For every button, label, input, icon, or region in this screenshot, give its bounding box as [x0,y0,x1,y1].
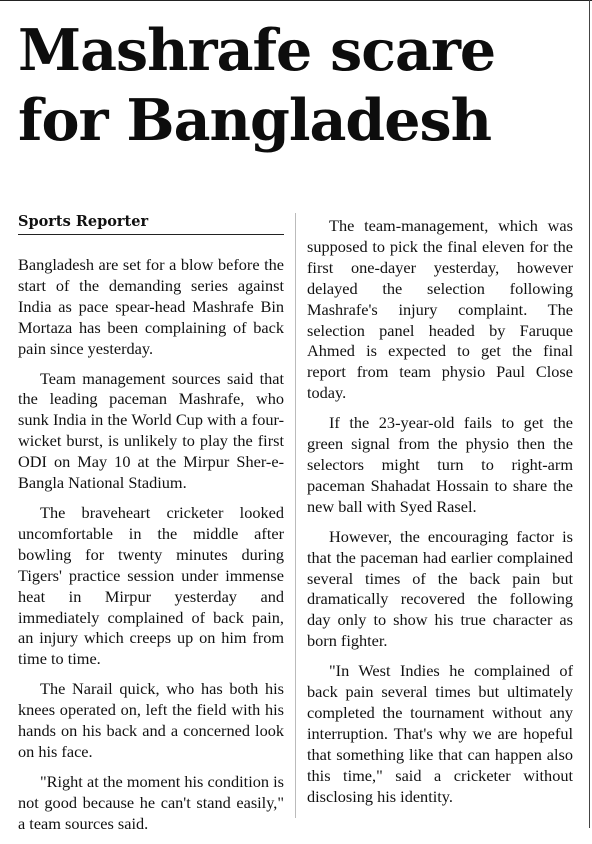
paragraph: Team management sources said that the leading paceman Mashrafe, who sunk India in the World Cup with a four-wicket burst, is unlikely to play the first ODI on May 10 at the Mirpur Sher-e-Bangla National Stadium. [18,368,284,493]
paragraph: "In West Indies he complained of back pain several times but ultimately completed the tournament without any interruption. That's why we are hopeful that something like that can happen also this time," said a cricketer without disclosing his identity. [307,661,573,806]
paragraph: The team-management, which was supposed to pick the final eleven for the first one-dayer yesterday, however delayed the selection following Mashrafe's injury complaint. The selection panel headed by Faruque Ahmed is expected to get the final report from team physio Paul Close today. [307,216,573,403]
paragraph: "Right at the moment his condition is not good because he can't stand easily," a team sources said. [18,771,284,833]
paragraph: Bangladesh are set for a blow before the start of the demanding series against India as pace spear-head Mashrafe Bin Mortaza has been complaining of back pain since yesterday. [18,255,284,358]
top-rule [0,0,592,1]
byline: Sports Reporter [18,213,284,235]
headline-line-2: for Bangladesh [18,87,492,154]
headline [18,16,588,156]
headline-line-1: Mashrafe scare [18,17,496,84]
right-rule [589,0,590,828]
paragraph: The Narail quick, who has both his knees operated on, left the field with his hands on his back and a concerned look on his face. [18,679,284,761]
paragraph: However, the encouraging factor is that the paceman had earlier complained several times of the back pain but dramatically recovered the following day only to show his true character as born fighter. [307,526,573,651]
column-divider [295,213,296,818]
article-right-column [307,216,573,816]
paragraph: The braveheart cricketer looked uncomfortable in the middle after bowling for twenty minutes during Tigers' practice session under immense heat in Mirpur yesterday and immediately complained of back pain, an injury which creeps up on him from time to time. [18,502,284,669]
paragraph: If the 23-year-old fails to get the green signal from the physio then the selectors might turn to right-arm paceman Shahadat Hossain to share the new ball with Syed Rasel. [307,413,573,516]
article-left-column [18,255,284,844]
